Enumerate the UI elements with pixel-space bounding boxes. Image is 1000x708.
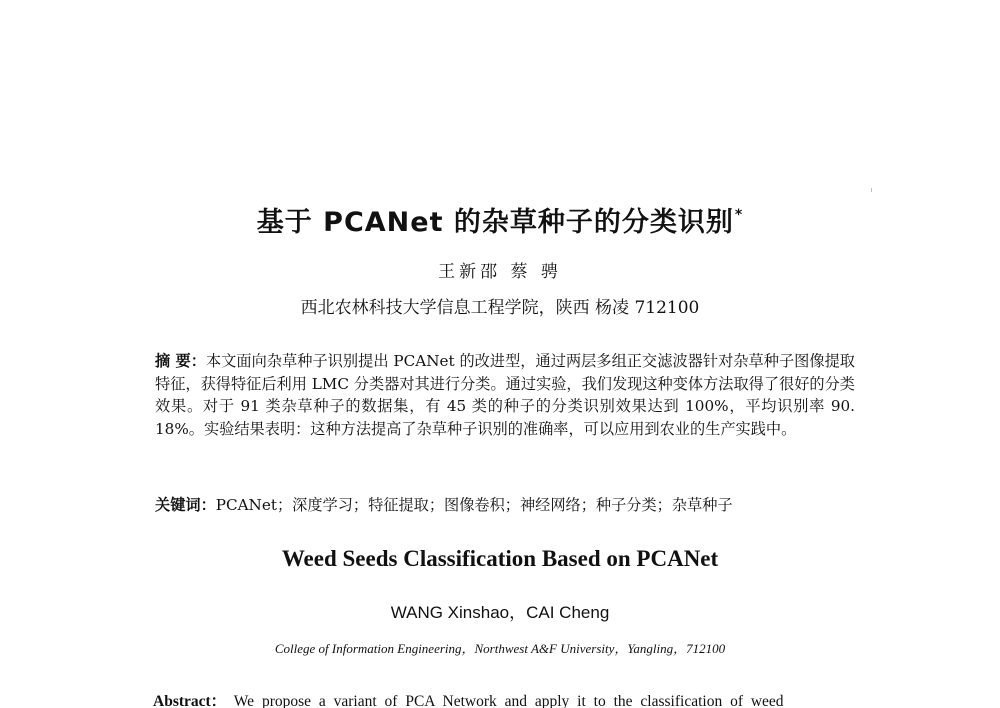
english-title: Weed Seeds Classification Based on PCANet [281,546,719,571]
chinese-abstract-label: 摘 要： [155,352,206,370]
scan-mark [871,188,872,192]
chinese-abstract-text: 本文面向杂草种子识别提出 PCANet 的改进型，通过两层多组正交滤波器针对杂草种子图像提取特征，获得特征后利用 LMC 分类器对其进行分类。通过实验，我们发现这种变体方法取得了很好的分类效果。对于 91 类杂草种子的数据集，有 45 类的种子的分类识别效果达到 100%，平均识别率 90. 18%。实验结果表明：这种方法提高了杂草种子识别的准确率，可以应用到农业的生产实践中。 [155,352,855,438]
chinese-title-text: 基于 PCANet 的杂草种子的分类识别 [256,207,734,238]
english-abstract-text: We propose a variant of PCA Network and apply it to the classification of weed [233,693,784,708]
chinese-affiliation: 西北农林科技大学信息工程学院，陕西 杨凌 712100 [300,298,700,318]
english-affiliation: College of Information Engineering，Northwest A&F University，Yangling，712100 [274,641,726,656]
english-abstract [153,689,868,708]
english-abstract-label: Abstract： [153,693,227,708]
chinese-keywords [155,494,855,515]
keywords-text: PCANet；深度学习；特征提取；图像卷积；神经网络；种子分类；杂草种子 [215,496,733,514]
english-authors: WANG Xinshao，CAI Cheng [390,603,610,622]
keywords-label: 关键词： [155,496,216,514]
chinese-abstract [155,350,855,440]
chinese-title [0,200,1000,239]
chinese-authors: 王新邵 蔡 骋 [438,262,562,282]
title-footnote-mark: * [734,207,744,223]
